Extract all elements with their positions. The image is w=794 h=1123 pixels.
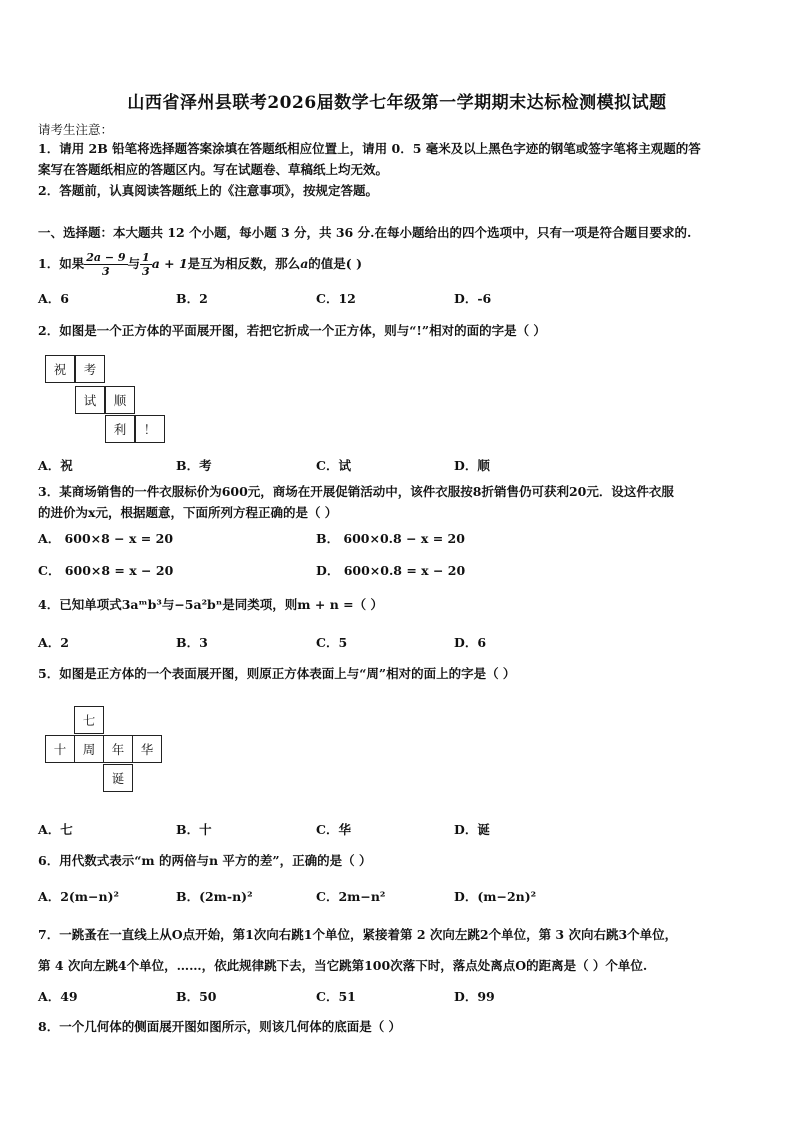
q1-frac1-numerator: 2a − 9 (86, 250, 126, 264)
q3-option-a: A． 600×8 − x = 20 (38, 531, 174, 546)
q5-option-b: B．十 (176, 822, 212, 837)
notice-item-2: 2．答题前，认真阅读答题纸上的《注意事项》，按规定答题。 (38, 183, 378, 198)
q7-option-d: D．99 (454, 989, 495, 1004)
q7-option-a: A．49 (38, 989, 78, 1004)
question-3-line-2: 的进价为x元，根据题意，下面所列方程正确的是（ ） (38, 505, 338, 520)
q3-option-d: D． 600×0.8 = x − 20 (316, 563, 466, 578)
q2-cell-exclaim: ！ (135, 415, 165, 443)
question-8: 8．一个几何体的侧面展开图如图所示，则该几何体的底面是（ ） (38, 1019, 402, 1034)
q4-option-a: A．2 (38, 635, 69, 650)
q5-option-a: A．七 (38, 822, 73, 837)
q5-cell-nian: 年 (103, 735, 133, 763)
q3-option-b: B． 600×0.8 − x = 20 (316, 531, 465, 546)
notice-header: 请考生注意： (38, 122, 114, 137)
notice-item-1b: 案写在答题纸相应的答题区内。写在试题卷、草稿纸上均无效。 (38, 162, 389, 177)
q6-option-b: B．(2m-n)² (176, 889, 253, 904)
q6-option-c: C．2m−n² (316, 889, 386, 904)
q1-option-d: D．-6 (454, 291, 492, 306)
q1-fraction-2 (140, 251, 152, 278)
q2-cell-li: 利 (105, 415, 135, 443)
question-5: 5．如图是正方体的一个表面展开图，则原正方体表面上与“周”相对的面上的字是（ ） (38, 666, 516, 681)
q1-option-a: A．6 (38, 291, 69, 306)
question-1 (38, 247, 362, 281)
notice-item-1a: 1．请用 2B 铅笔将选择题答案涂填在答题纸相应位置上，请用 0．5 毫米及以上黑色字迹的钢笔或签字笔将主观题的答 (38, 141, 701, 156)
q5-cell-zhou: 周 (74, 735, 104, 763)
question-2: 2．如图是一个正方体的平面展开图，若把它折成一个正方体，则与“!”相对的面的字是（ ） (38, 323, 546, 338)
q1-end: 的值是( ) (308, 256, 362, 271)
q5-cell-dan: 诞 (103, 764, 133, 792)
q4-option-d: D．6 (454, 635, 487, 650)
q2-cell-kao: 考 (75, 355, 105, 383)
q6-option-a: A．2(m−n)² (38, 889, 119, 904)
q1-variable: a (300, 256, 309, 271)
q1-prefix: 1．如果 (38, 256, 85, 271)
q1-frac2-numerator: 1 (142, 250, 150, 264)
q4-option-c: C．5 (316, 635, 348, 650)
q2-option-c: C．试 (316, 458, 351, 473)
q5-cell-hua: 华 (132, 735, 162, 763)
question-7-line-2: 第 4 次向左跳4个单位，……，依此规律跳下去，当它跳第100次落下时，落点处离点O的距离是（ ）个单位. (38, 958, 648, 973)
q2-cell-shi: 试 (75, 386, 105, 414)
q1-option-b: B．2 (176, 291, 208, 306)
q5-option-c: C．华 (316, 822, 351, 837)
q6-option-d: D．(m−2n)² (454, 889, 537, 904)
q4-option-b: B．3 (176, 635, 208, 650)
q5-cell-shi: 十 (45, 735, 75, 763)
question-3-line-1: 3．某商场销售的一件衣服标价为600元，商场在开展促销活动中，该件衣服按8折销售仍可获利20元．设这件衣服 (38, 484, 674, 499)
q1-option-c: C．12 (316, 291, 356, 306)
question-4: 4．已知单项式3aᵐb³与−5a²bⁿ是同类项，则m + n =（ ） (38, 597, 383, 612)
q3-option-c: C． 600×8 = x − 20 (38, 563, 174, 578)
q1-mid: 与 (127, 256, 141, 271)
page-title: 山西省泽州县联考2026届数学七年级第一学期期末达标检测模拟试题 (127, 93, 667, 113)
q2-option-d: D．顺 (454, 458, 490, 473)
q5-option-d: D．诞 (454, 822, 490, 837)
section-1-heading: 一、选择题：本大题共 12 个小题，每小题 3 分，共 36 分.在每小题给出的四个选项中，只有一项是符合题目要求的. (38, 225, 692, 240)
q1-suffix: 是互为相反数，那么 (187, 256, 301, 271)
q2-option-a: A．祝 (38, 458, 73, 473)
q5-cell-qi: 七 (74, 706, 104, 734)
q1-fraction-1 (84, 251, 127, 278)
q1-frac2-denominator: 3 (142, 264, 150, 278)
question-6: 6．用代数式表示“m 的两倍与n 平方的差”，正确的是（ ） (38, 853, 372, 868)
q2-option-b: B．考 (176, 458, 212, 473)
q7-option-b: B．50 (176, 989, 217, 1004)
question-7-line-1: 7．一跳蚤在一直线上从O点开始，第1次向右跳1个单位，紧接着第 2 次向左跳2个单位，第 3 次向右跳3个单位， (38, 927, 678, 942)
q7-option-c: C．51 (316, 989, 356, 1004)
q1-expression: a + 1 (151, 256, 188, 271)
q2-cell-shun: 顺 (105, 386, 135, 414)
q1-frac1-denominator: 3 (102, 264, 110, 278)
q2-cell-zhu: 祝 (45, 355, 75, 383)
